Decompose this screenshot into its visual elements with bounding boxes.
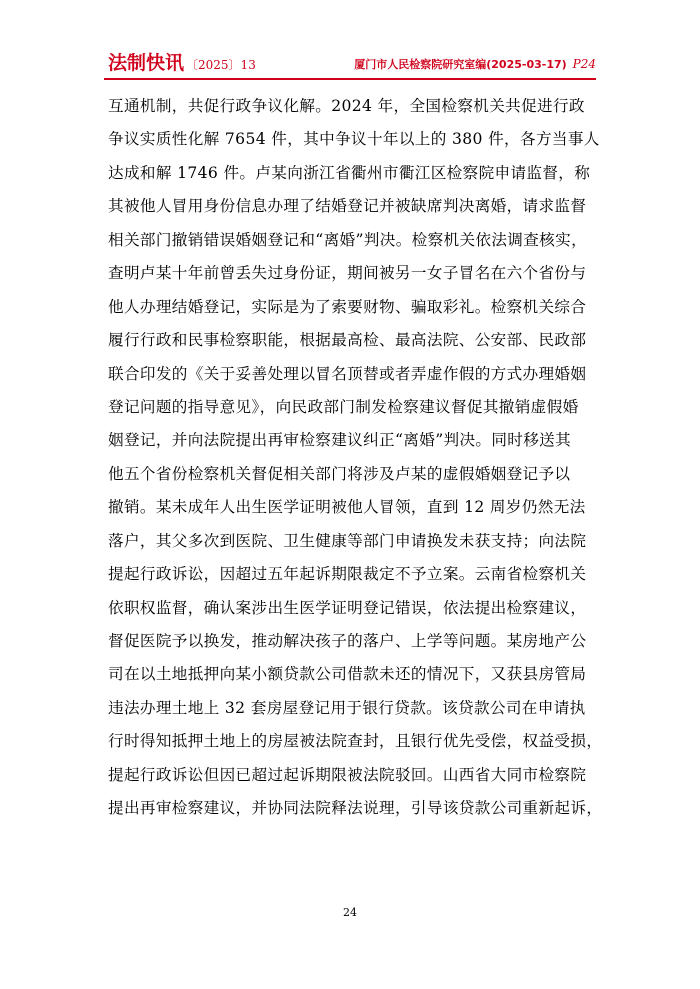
text-line: 查明卢某十年前曾丢失过身份证，期间被另一女子冒名在六个省份与 — [108, 264, 587, 283]
header-page-tag: P24 — [572, 57, 596, 71]
text-line: 违法办理土地上 32 套房屋登记用于银行贷款。该贷款公司在申请执 — [108, 698, 586, 717]
text-line: 提出再审检察建议，并协同法院释法说理，引导该贷款公司重新起诉， — [108, 799, 603, 818]
text-line: 他五个省份检察机关督促相关部门将涉及卢某的虚假婚姻登记予以 — [108, 464, 571, 483]
issue-number: 〔2025〕13 — [186, 58, 256, 72]
body-text — [108, 90, 603, 826]
publisher-info — [354, 53, 596, 76]
text-line: 行时得知抵押土地上的房屋被法院查封，且银行优先受偿，权益受损， — [108, 732, 603, 751]
text-line: 登记问题的指导意见》，向民政部门制发检察建议督促其撤销虚假婚 — [108, 397, 579, 416]
text-line: 他人办理结婚登记，实际是为了索要财物、骗取彩礼。检察机关综合 — [108, 297, 587, 316]
text-line: 依职权监督，确认案涉出生医学证明登记错误，依法提出检察建议， — [108, 598, 587, 617]
text-line: 撤销。某未成年人出生医学证明被他人冒领，直到 12 周岁仍然无法 — [108, 498, 586, 517]
brand-name: 法制快讯 — [108, 52, 185, 74]
text-line: 达成和解 1746 件。卢某向浙江省衢州市衢江区检察院申请监督，称 — [108, 163, 591, 182]
text-line: 联合印发的《关于妥善处理以冒名顶替或者弄虚作假的方式办理婚姻 — [108, 364, 587, 383]
text-line: 争议实质性化解 7654 件，其中争议十年以上的 380 件，各方当事人 — [108, 130, 600, 149]
text-line: 互通机制，共促行政争议化解。2024 年，全国检察机关共促进行政 — [108, 97, 585, 115]
text-line: 司在以土地抵押向某小额贷款公司借款未还的情况下，又获县房管局 — [108, 665, 587, 684]
text-line: 其被他人冒用身份信息办理了结婚登记并被缺席判决离婚，请求监督 — [108, 197, 587, 216]
publication-title — [108, 52, 256, 76]
page-number: 24 — [343, 906, 357, 919]
page-header — [108, 50, 596, 76]
text-line: 提起行政诉讼，因超过五年起诉期限裁定不予立案。云南省检察机关 — [108, 565, 587, 584]
text-line: 督促医院予以换发，推动解决孩子的落户、上学等问题。某房地产公 — [108, 632, 587, 650]
header-divider — [104, 78, 596, 80]
text-line: 相关部门撤销错误婚姻登记和“离婚”判决。检察机关依法调查核实， — [108, 230, 588, 249]
text-line: 提起行政诉讼但因已超过起诉期限被法院驳回。山西省大同市检察院 — [108, 765, 587, 784]
text-line: 姻登记，并向法院提出再审检察建议纠正“离婚”判决。同时移送其 — [108, 431, 572, 450]
publisher-date: 厦门市人民检察院研究室编(2025-03-17) — [354, 58, 567, 71]
text-line: 履行行政和民事检察职能，根据最高检、最高法院、公安部、民政部 — [108, 331, 587, 350]
text-line: 落户，其父多次到医院、卫生健康等部门申请换发未获支持；向法院 — [108, 531, 587, 550]
